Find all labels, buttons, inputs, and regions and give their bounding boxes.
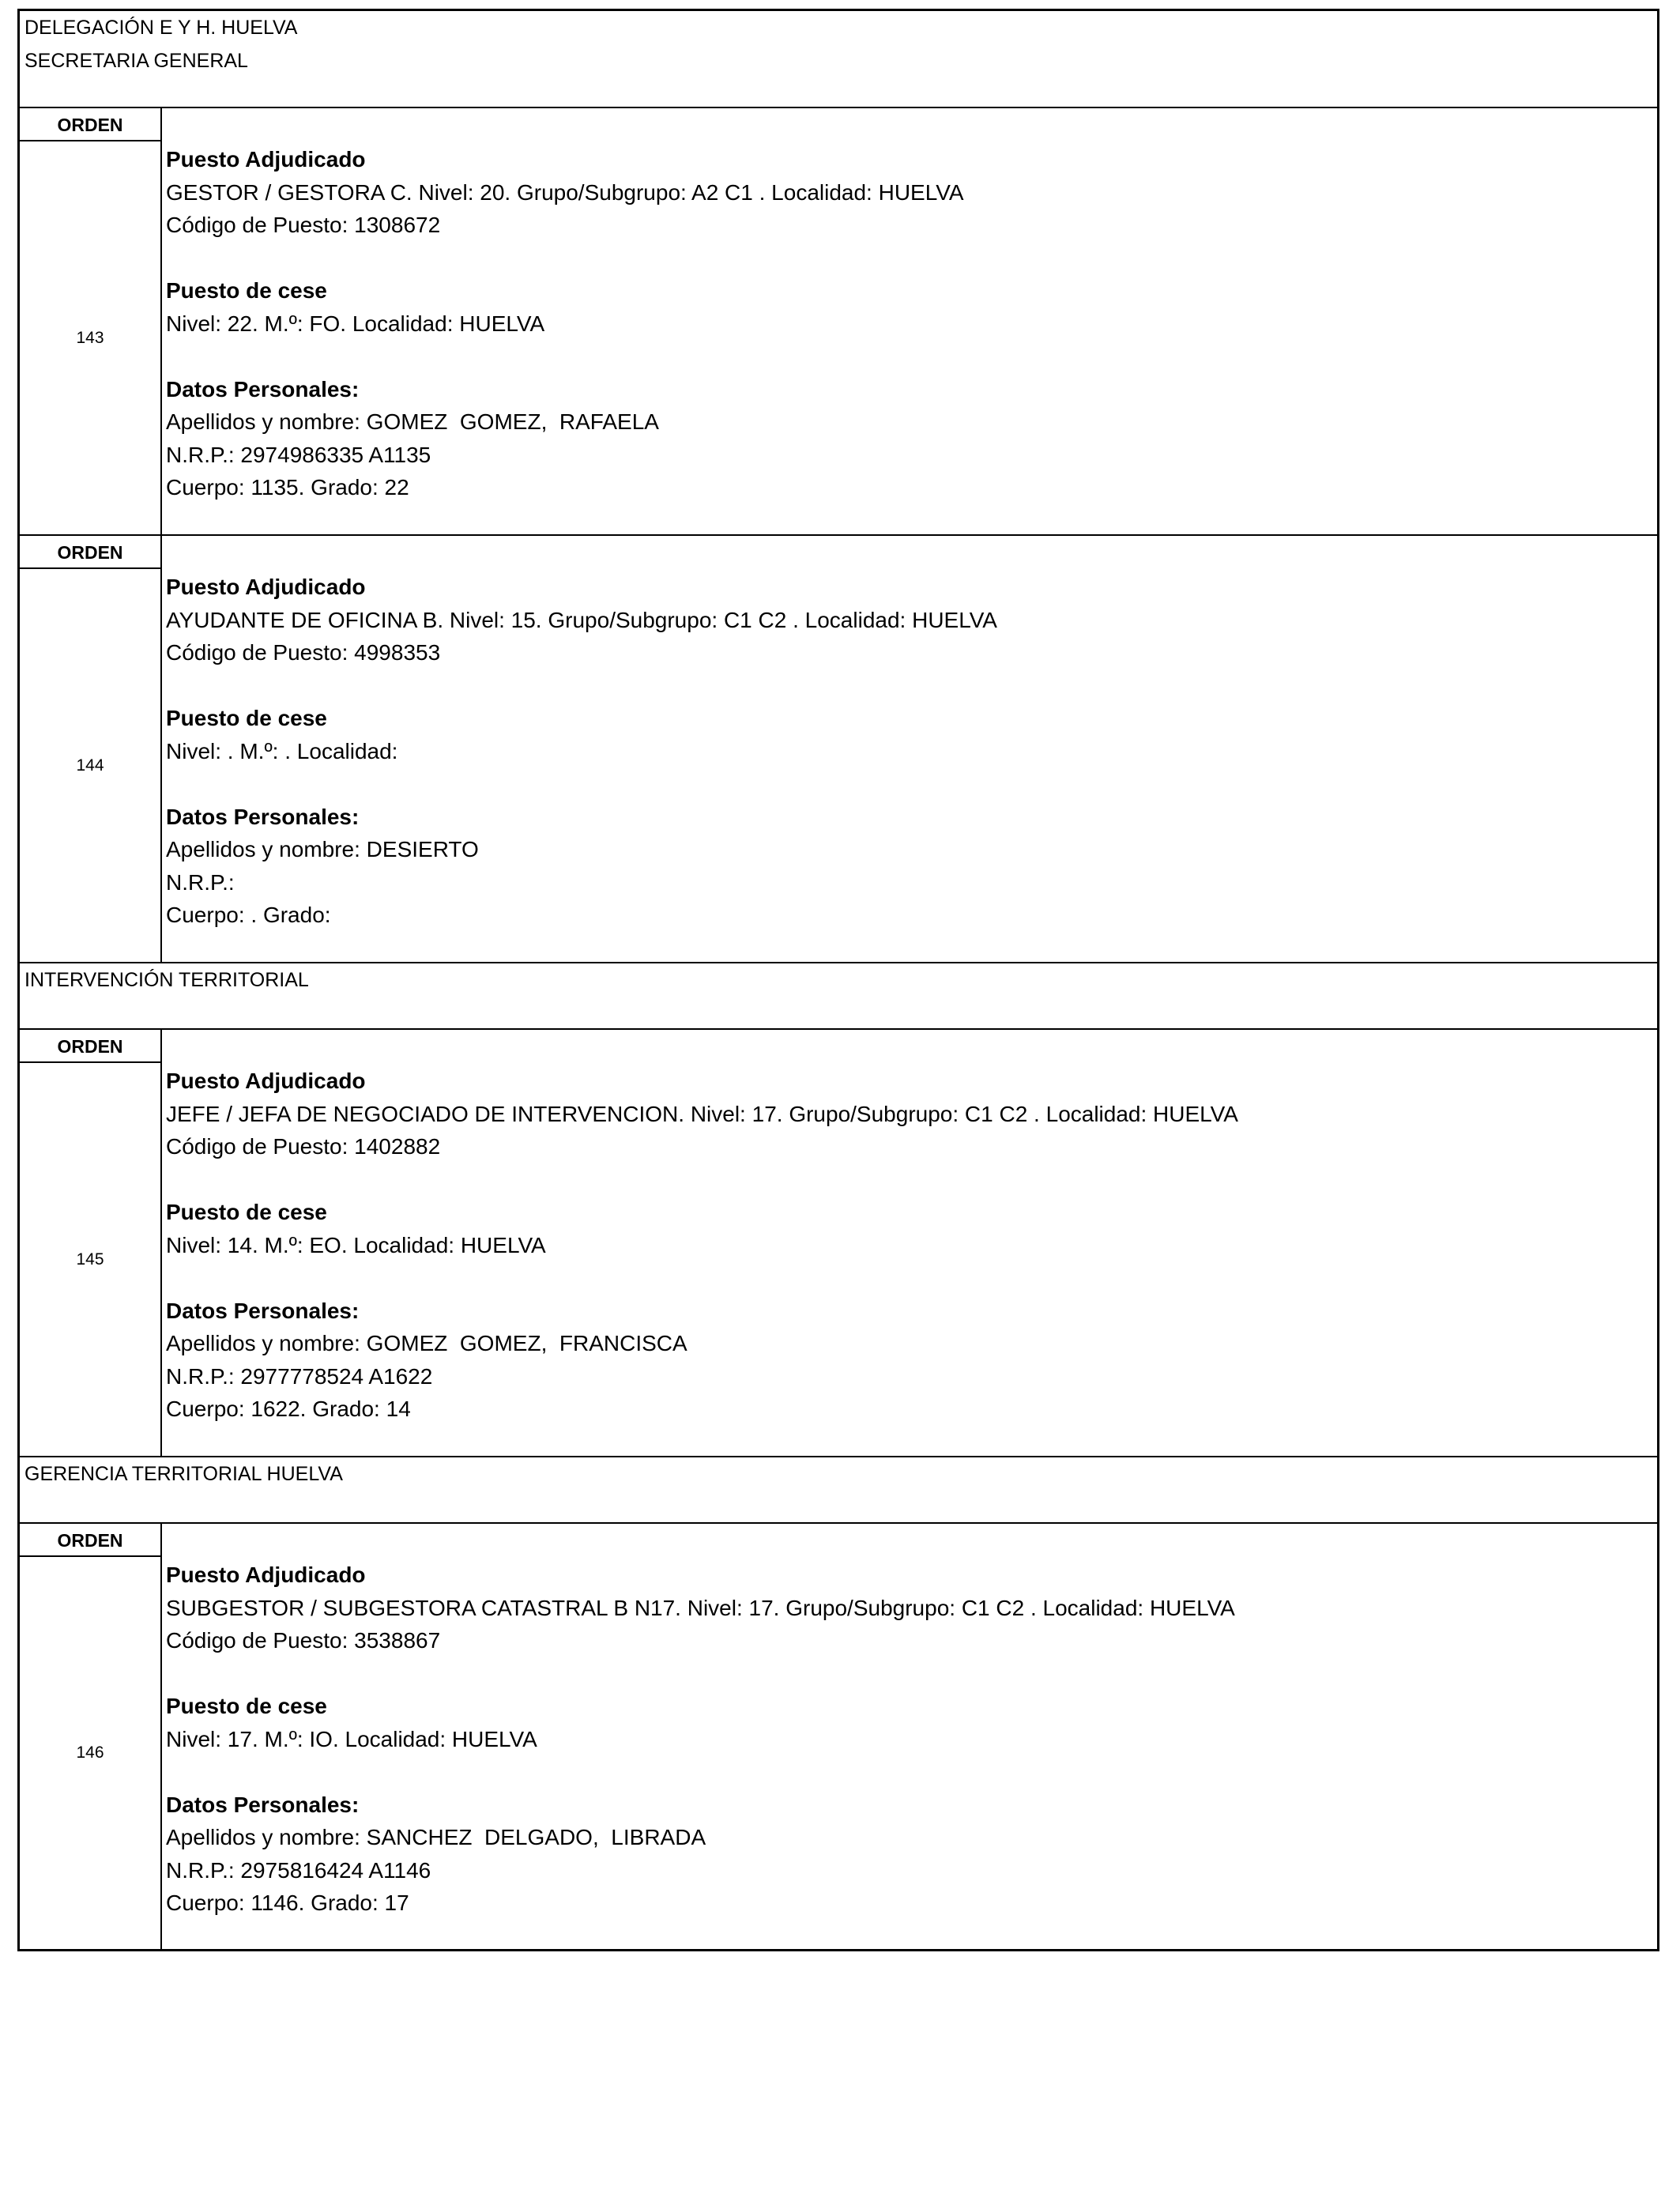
nrp: N.R.P.: 2974986335 A1135: [166, 442, 431, 467]
department-title: SECRETARIA GENERAL: [24, 50, 248, 72]
document-table: [17, 9, 1659, 1951]
apellidos-nombre: Apellidos y nombre: SANCHEZ DELGADO, LIBRADA: [166, 1825, 706, 1849]
record-row: [17, 534, 1659, 962]
orden-number: 143: [76, 328, 104, 347]
puesto-adjudicado-heading: Puesto Adjudicado: [166, 575, 366, 599]
orden-label: ORDEN: [20, 536, 160, 569]
puesto-cese-heading: Puesto de cese: [166, 1200, 327, 1224]
codigo-puesto: Código de Puesto: 1308672: [166, 213, 441, 237]
orden-column: [20, 536, 162, 962]
orden-label: ORDEN: [20, 108, 160, 141]
adjudicado-detail: GESTOR / GESTORA C. Nivel: 20. Grupo/Subgrupo: A2 C1 . Localidad: HUELVA: [166, 179, 964, 205]
orden-number: 146: [76, 1744, 104, 1762]
record-content: [162, 1524, 1657, 1949]
nrp: N.R.P.: 2975816424 A1146: [166, 1857, 431, 1883]
datos-personales-heading: Datos Personales:: [166, 1298, 360, 1323]
orden-label: ORDEN: [20, 1524, 160, 1557]
puesto-cese-heading: Puesto de cese: [166, 706, 327, 730]
datos-personales-heading: Datos Personales:: [166, 1792, 360, 1817]
puesto-adjudicado-heading: Puesto Adjudicado: [166, 1069, 366, 1093]
section-header-intervencion: [17, 962, 1659, 1028]
record-content: [162, 536, 1657, 962]
nrp: N.R.P.: 2977778524 A1622: [166, 1363, 433, 1389]
apellidos-nombre: Apellidos y nombre: DESIERTO: [166, 837, 479, 861]
orden-label: ORDEN: [20, 1030, 160, 1063]
apellidos-nombre: Apellidos y nombre: GOMEZ GOMEZ, FRANCISCA: [166, 1331, 687, 1355]
section-title: INTERVENCIÓN TERRITORIAL: [24, 969, 309, 991]
cese-detail: Nivel: 17. M.º: IO. Localidad: HUELVA: [166, 1726, 537, 1751]
cuerpo-grado: Cuerpo: 1146. Grado: 17: [166, 1891, 409, 1915]
orden-column: [20, 1030, 162, 1456]
delegation-title: DELEGACIÓN E Y H. HUELVA: [24, 17, 298, 39]
orden-column: [20, 1524, 162, 1949]
record-row: [17, 1522, 1659, 1951]
adjudicado-detail: SUBGESTOR / SUBGESTORA CATASTRAL B N17. Nivel: 17. Grupo/Subgrupo: C1 C2 . Localidad: HUELVA: [166, 1595, 1235, 1620]
cese-detail: Nivel: 22. M.º: FO. Localidad: HUELVA: [166, 311, 545, 336]
orden-number: 145: [76, 1250, 104, 1269]
apellidos-nombre: Apellidos y nombre: GOMEZ GOMEZ, RAFAELA: [166, 409, 659, 434]
record-row: [17, 1028, 1659, 1456]
datos-personales-heading: Datos Personales:: [166, 376, 360, 401]
adjudicado-detail: JEFE / JEFA DE NEGOCIADO DE INTERVENCION. Nivel: 17. Grupo/Subgrupo: C1 C2 . Localidad: HUELVA: [166, 1101, 1238, 1126]
adjudicado-detail: AYUDANTE DE OFICINA B. Nivel: 15. Grupo/Subgrupo: C1 C2 . Localidad: HUELVA: [166, 607, 997, 632]
codigo-puesto: Código de Puesto: 3538867: [166, 1628, 441, 1653]
record-content: [162, 108, 1657, 534]
section-title: GERENCIA TERRITORIAL HUELVA: [24, 1463, 343, 1485]
record-content: [162, 1030, 1657, 1456]
puesto-adjudicado-heading: Puesto Adjudicado: [166, 147, 366, 172]
puesto-cese-heading: Puesto de cese: [166, 278, 327, 303]
datos-personales-heading: Datos Personales:: [166, 804, 360, 829]
section-header-gerencia: [17, 1456, 1659, 1522]
puesto-adjudicado-heading: Puesto Adjudicado: [166, 1563, 366, 1587]
nrp: N.R.P.:: [166, 869, 235, 895]
cuerpo-grado: Cuerpo: . Grado:: [166, 903, 331, 927]
cese-detail: Nivel: 14. M.º: EO. Localidad: HUELVA: [166, 1232, 546, 1257]
cuerpo-grado: Cuerpo: 1622. Grado: 14: [166, 1397, 411, 1421]
orden-number: 144: [76, 756, 104, 775]
record-row: [17, 107, 1659, 534]
codigo-puesto: Código de Puesto: 1402882: [166, 1134, 441, 1159]
cuerpo-grado: Cuerpo: 1135. Grado: 22: [166, 475, 409, 499]
codigo-puesto: Código de Puesto: 4998353: [166, 640, 441, 665]
cese-detail: Nivel: . M.º: . Localidad:: [166, 738, 398, 763]
puesto-cese-heading: Puesto de cese: [166, 1694, 327, 1718]
orden-column: [20, 108, 162, 534]
header-block: [17, 9, 1659, 107]
